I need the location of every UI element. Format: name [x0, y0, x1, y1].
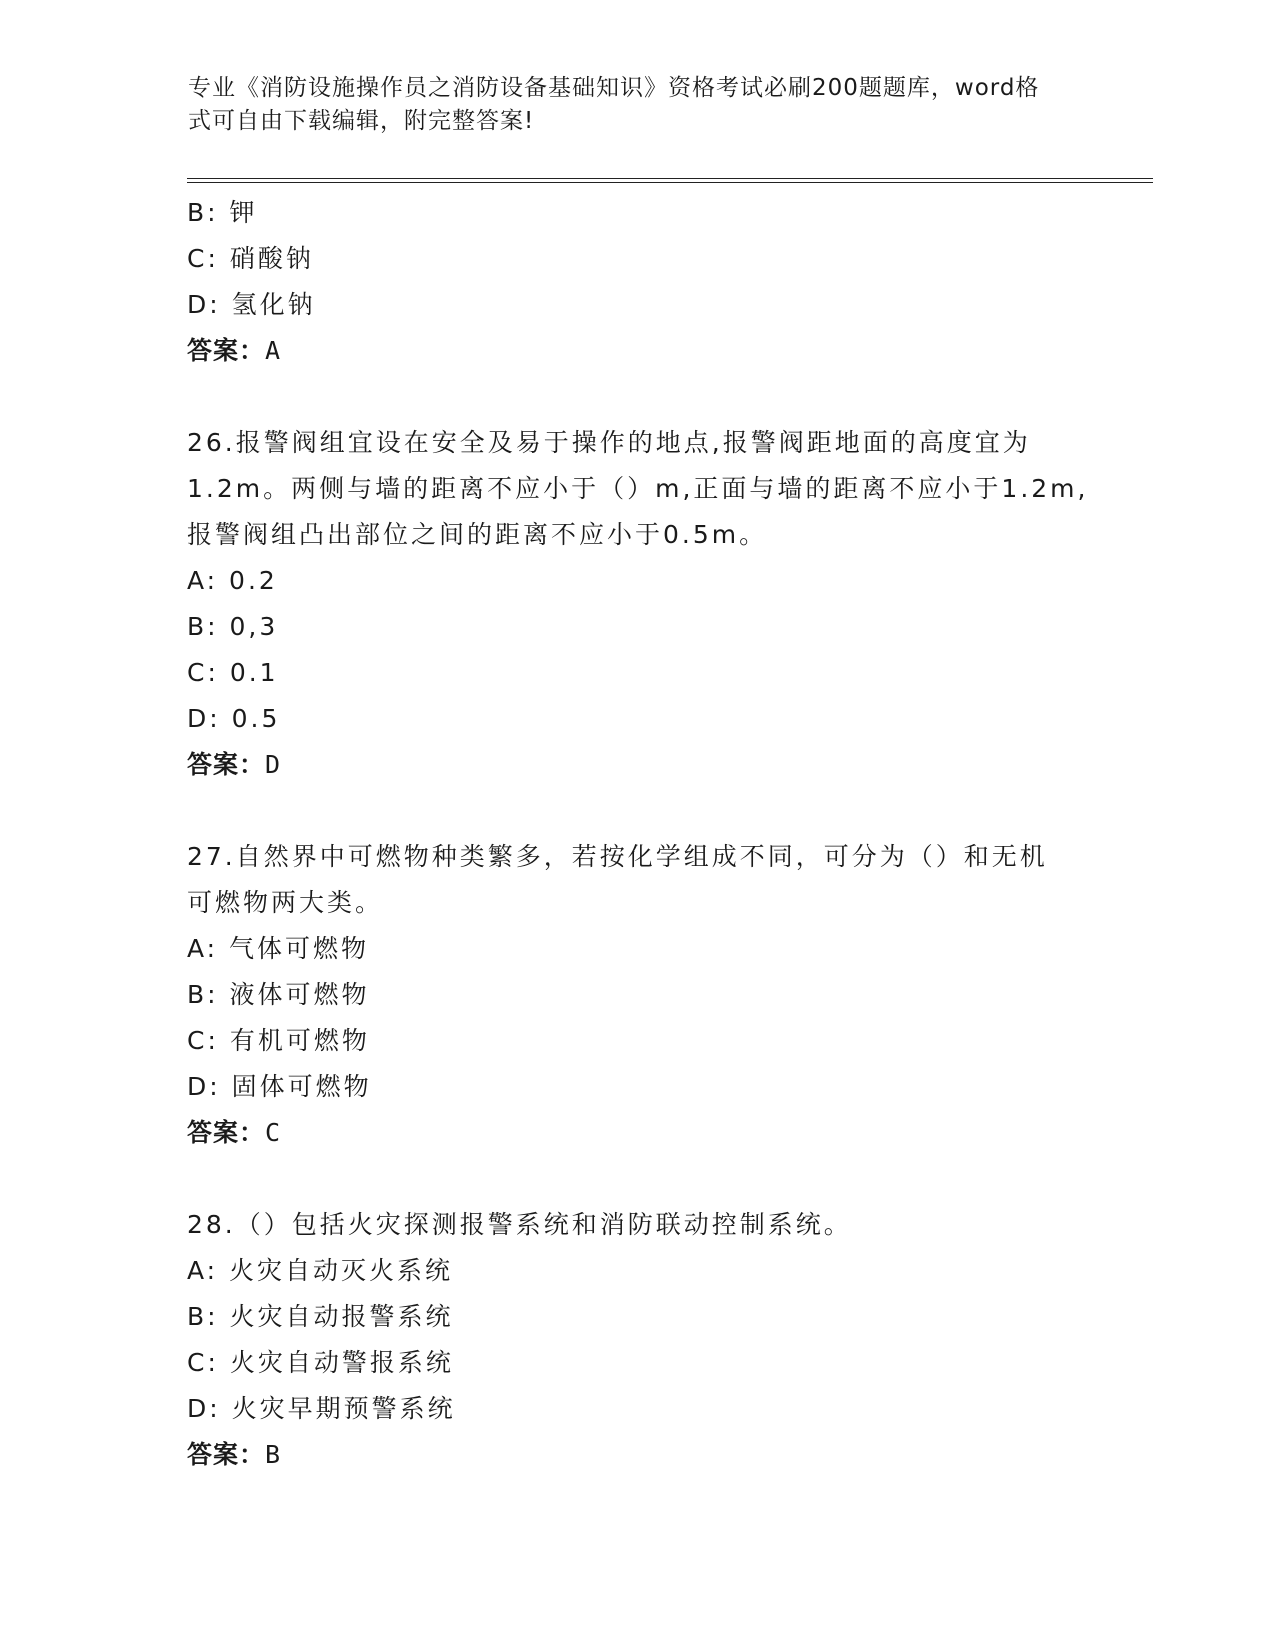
option-a: A: 0.2: [187, 566, 278, 595]
question-stem-line: 报警阀组凸出部位之间的距离不应小于0.5m。: [187, 520, 768, 549]
header-line-1: 专业《消防设施操作员之消防设备基础知识》资格考试必刷200题题库，word格: [188, 75, 1040, 101]
option-c: C: 0.1: [187, 658, 279, 687]
option-c: C: 硝酸钠: [187, 244, 314, 273]
option-b: B: 火灾自动报警系统: [187, 1302, 454, 1331]
spacer: [187, 374, 1087, 420]
question-stem-line: 26.报警阀组宜设在安全及易于操作的地点,报警阀距地面的高度宜为: [187, 428, 1031, 457]
question-stem-line: 27.自然界中可燃物种类繁多，若按化学组成不同，可分为（）和无机: [187, 842, 1048, 871]
question-27: [187, 834, 1087, 1156]
option-c: C: 火灾自动警报系统: [187, 1348, 454, 1377]
option-c: C: 有机可燃物: [187, 1026, 370, 1055]
answer-label: 答案：: [187, 750, 266, 779]
question-25-tail: [187, 190, 1087, 374]
option-d: D: 固体可燃物: [187, 1072, 372, 1101]
question-stem-line: 28.（）包括火灾探测报警系统和消防联动控制系统。: [187, 1210, 852, 1239]
header-divider: [187, 178, 1153, 183]
answer-value: B: [265, 1440, 282, 1469]
answer-label: 答案：: [187, 336, 266, 365]
answer-line: [187, 1110, 1087, 1156]
option-d: D: 氢化钠: [187, 290, 316, 319]
answer-label: 答案：: [187, 1440, 266, 1469]
spacer: [187, 1156, 1087, 1202]
option-b: B: 液体可燃物: [187, 980, 370, 1009]
answer-value: D: [265, 750, 282, 779]
question-26: [187, 420, 1087, 788]
header-line-2: 式可自由下载编辑，附完整答案!: [188, 108, 535, 134]
question-28: [187, 1202, 1087, 1478]
answer-label: 答案：: [187, 1118, 266, 1147]
question-stem-line: 1.2m。两侧与墙的距离不应小于（）m,正面与墙的距离不应小于1.2m,: [187, 474, 1089, 503]
spacer: [187, 788, 1087, 834]
answer-line: [187, 1432, 1087, 1478]
answer-value: A: [265, 336, 282, 365]
option-a: A: 气体可燃物: [187, 934, 370, 963]
option-b: B: 钾: [187, 198, 258, 227]
answer-line: [187, 328, 1087, 374]
answer-value: C: [265, 1118, 282, 1147]
option-d: D: 0.5: [187, 704, 281, 733]
option-a: A: 火灾自动灭火系统: [187, 1256, 454, 1285]
option-b: B: 0,3: [187, 612, 279, 641]
option-d: D: 火灾早期预警系统: [187, 1394, 456, 1423]
question-stem-line: 可燃物两大类。: [187, 888, 384, 917]
page-header: [188, 72, 1068, 138]
answer-line: [187, 742, 1087, 788]
question-list: [187, 190, 1087, 1478]
